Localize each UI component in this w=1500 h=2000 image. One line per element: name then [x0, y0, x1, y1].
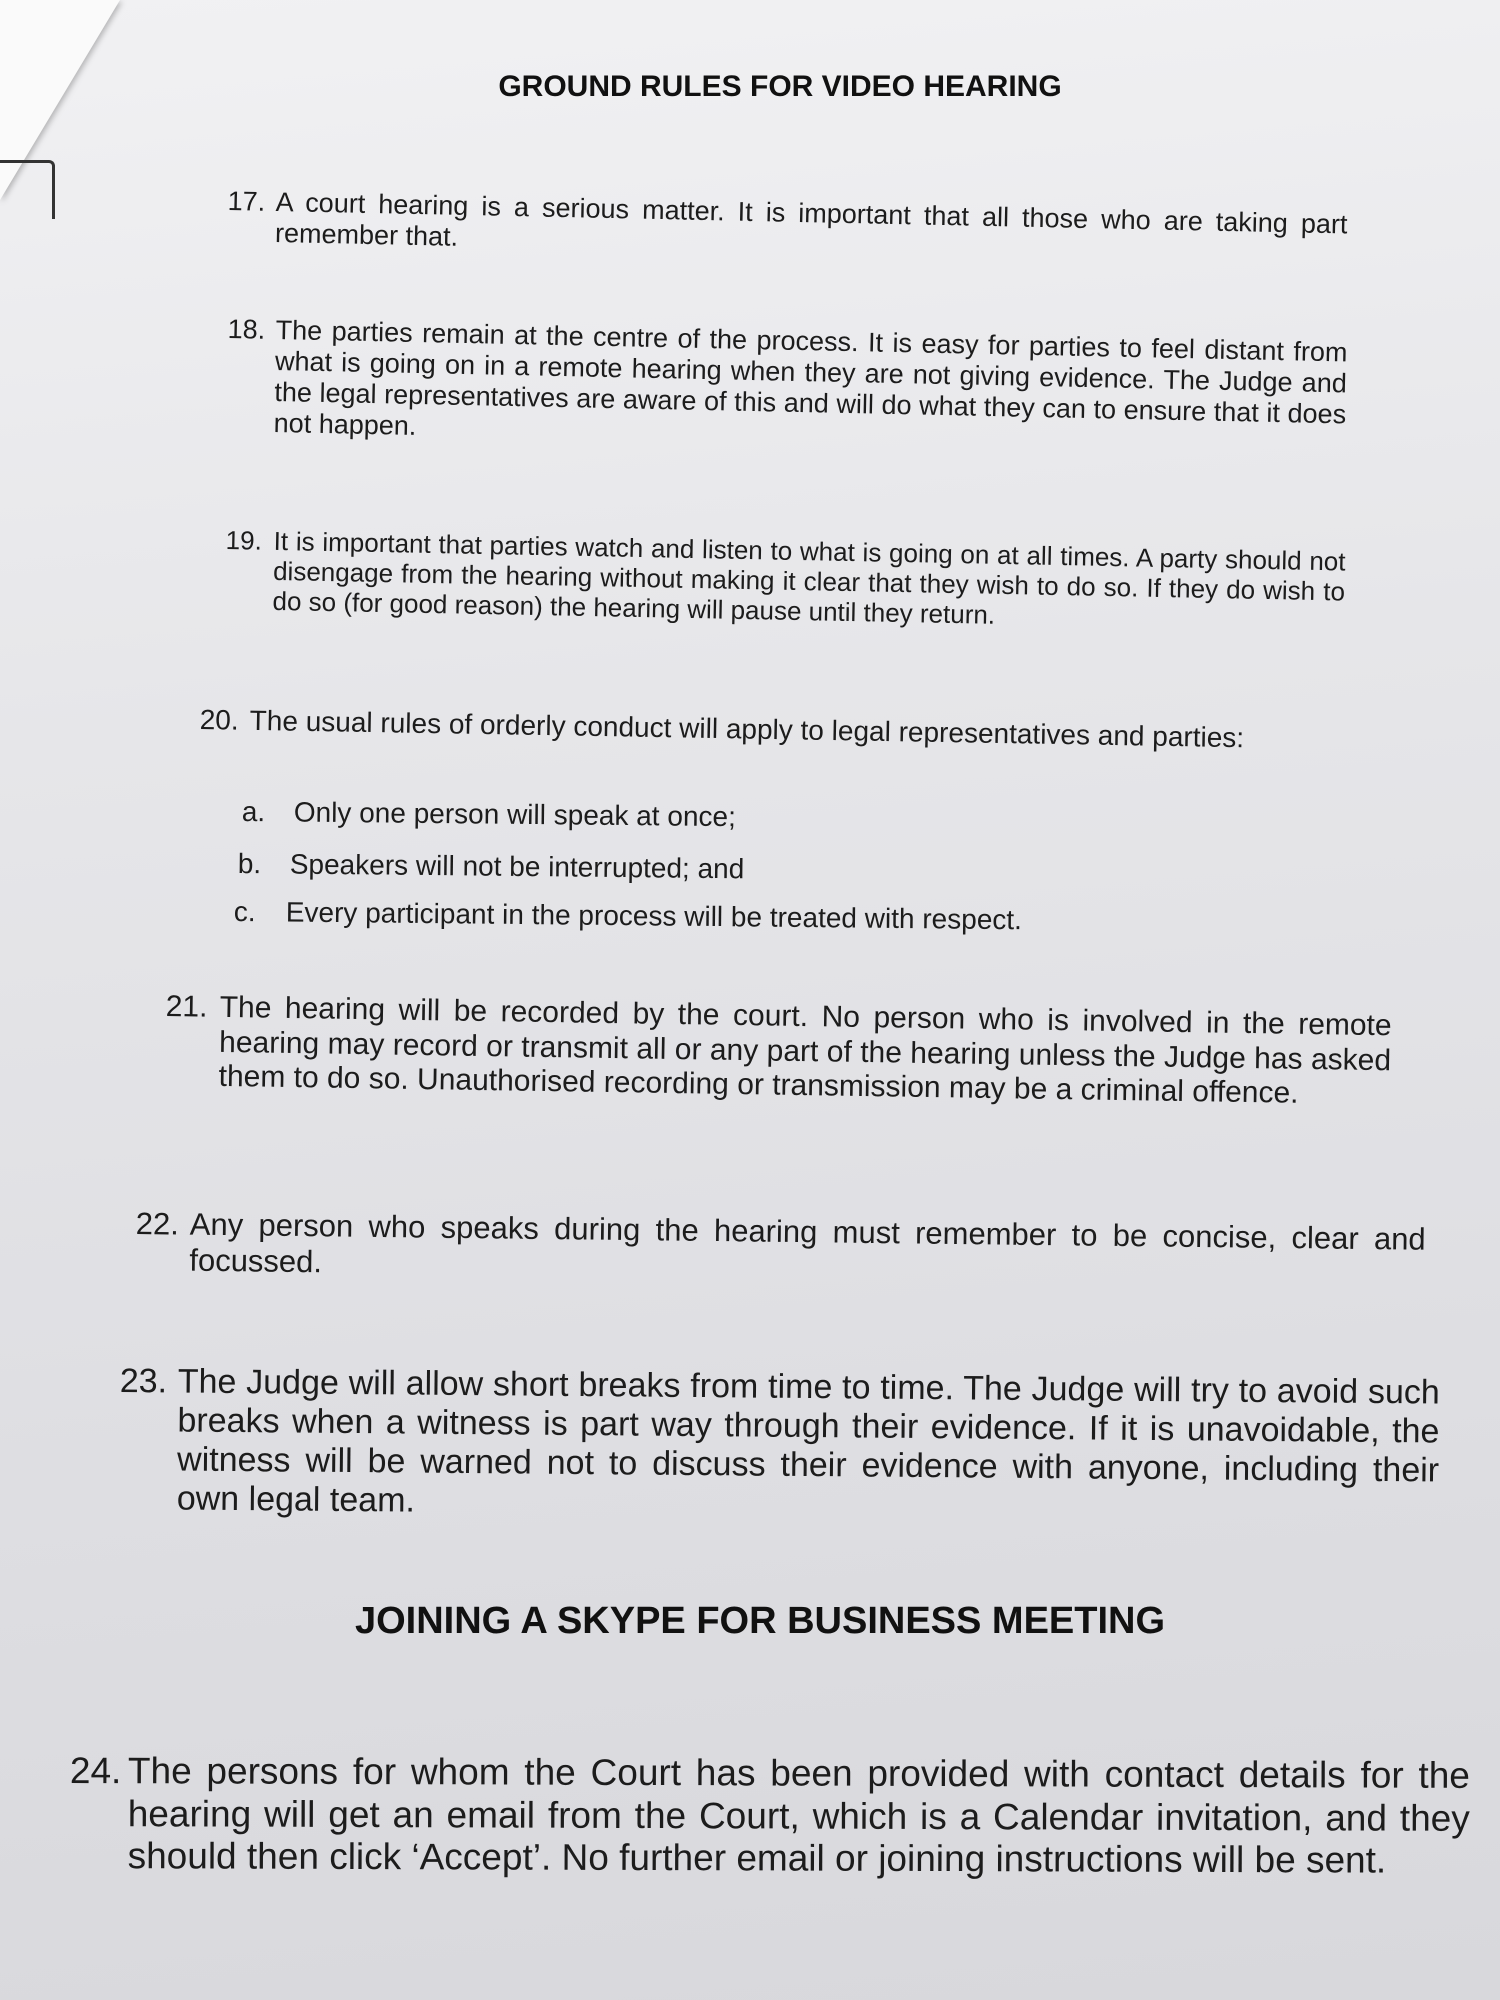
- rule-number: 23.: [119, 1362, 168, 1401]
- rule-20-item-c: [234, 896, 1234, 938]
- rule-text: A court hearing is a serious matter. It is important that all those who are taking part remember that.: [274, 187, 1348, 252]
- rule-number: 19.: [225, 525, 263, 556]
- rule-text: Any person who speaks during the hearing must remember to be concise, clear and focussed.: [189, 1206, 1426, 1279]
- rule-text: The persons for whom the Court has been provided with contact details for the hearing will get an email from the Court, which is a Calendar invitation, and they should then click ‘Accept’. No further email or joining instructions will be sent.: [127, 1750, 1470, 1881]
- item-text: Only one person will speak at once;: [293, 796, 737, 833]
- section-heading: JOINING A SKYPE FOR BUSINESS MEETING: [354, 1600, 1166, 1642]
- binder-clip: [0, 160, 55, 219]
- rule-text: The usual rules of orderly conduct will apply to legal representatives and parties:: [249, 704, 1245, 754]
- item-letter: c.: [233, 896, 256, 928]
- rule-number: 17.: [227, 186, 266, 217]
- rule-number: 22.: [135, 1206, 180, 1242]
- rule-20: [199, 704, 1359, 756]
- rule-text: It is important that parties watch and listen to what is going on at all times. A party should not disengage from the hearing without making it clear that they wish to do so. If they do wish to do so (for good reason) the hearing will pause until they return.: [272, 525, 1346, 630]
- rule-number: 21.: [165, 990, 208, 1024]
- rule-21: [164, 990, 1391, 1113]
- item-letter: b.: [237, 848, 262, 880]
- item-text: Speakers will not be interrupted; and: [289, 848, 745, 885]
- rule-19: [224, 526, 1346, 637]
- rule-number: 24.: [69, 1750, 122, 1792]
- rule-24: [70, 1750, 1470, 1883]
- rule-text: The hearing will be recorded by the court. No person who is involved in the remote hearing may record or transmit all or any part of the hearing unless the Judge has asked them to do so. Unauthorised recording or transmission may be a criminal offence.: [218, 990, 1392, 1110]
- rule-number: 20.: [199, 704, 239, 736]
- rule-20-item-b: [238, 848, 1138, 889]
- rule-18: [225, 314, 1347, 462]
- rule-text: The Judge will allow short breaks from time to time. The Judge will try to avoid such breaks when a witness is part way through their evidence. If it is unavoidable, the witness will be warned not to discuss their evidence with anyone, including their own legal team.: [176, 1362, 1440, 1520]
- rule-20-item-a: [242, 796, 1142, 837]
- rule-text: The parties remain at the centre of the process. It is easy for parties to feel distant from what is going on in a remote hearing when they are not giving evidence. The Judge and the legal representatives are aware of this and will do what they can to ensure that it does not happen.: [273, 315, 1348, 442]
- item-letter: a.: [241, 796, 266, 828]
- rule-number: 18.: [227, 314, 266, 345]
- rule-22: [135, 1206, 1426, 1293]
- document-title: GROUND RULES FOR VIDEO HEARING: [498, 70, 1062, 103]
- item-text: Every participant in the process will be treated with respect.: [285, 896, 1023, 936]
- rule-23: [119, 1362, 1440, 1530]
- rule-17: [227, 186, 1348, 272]
